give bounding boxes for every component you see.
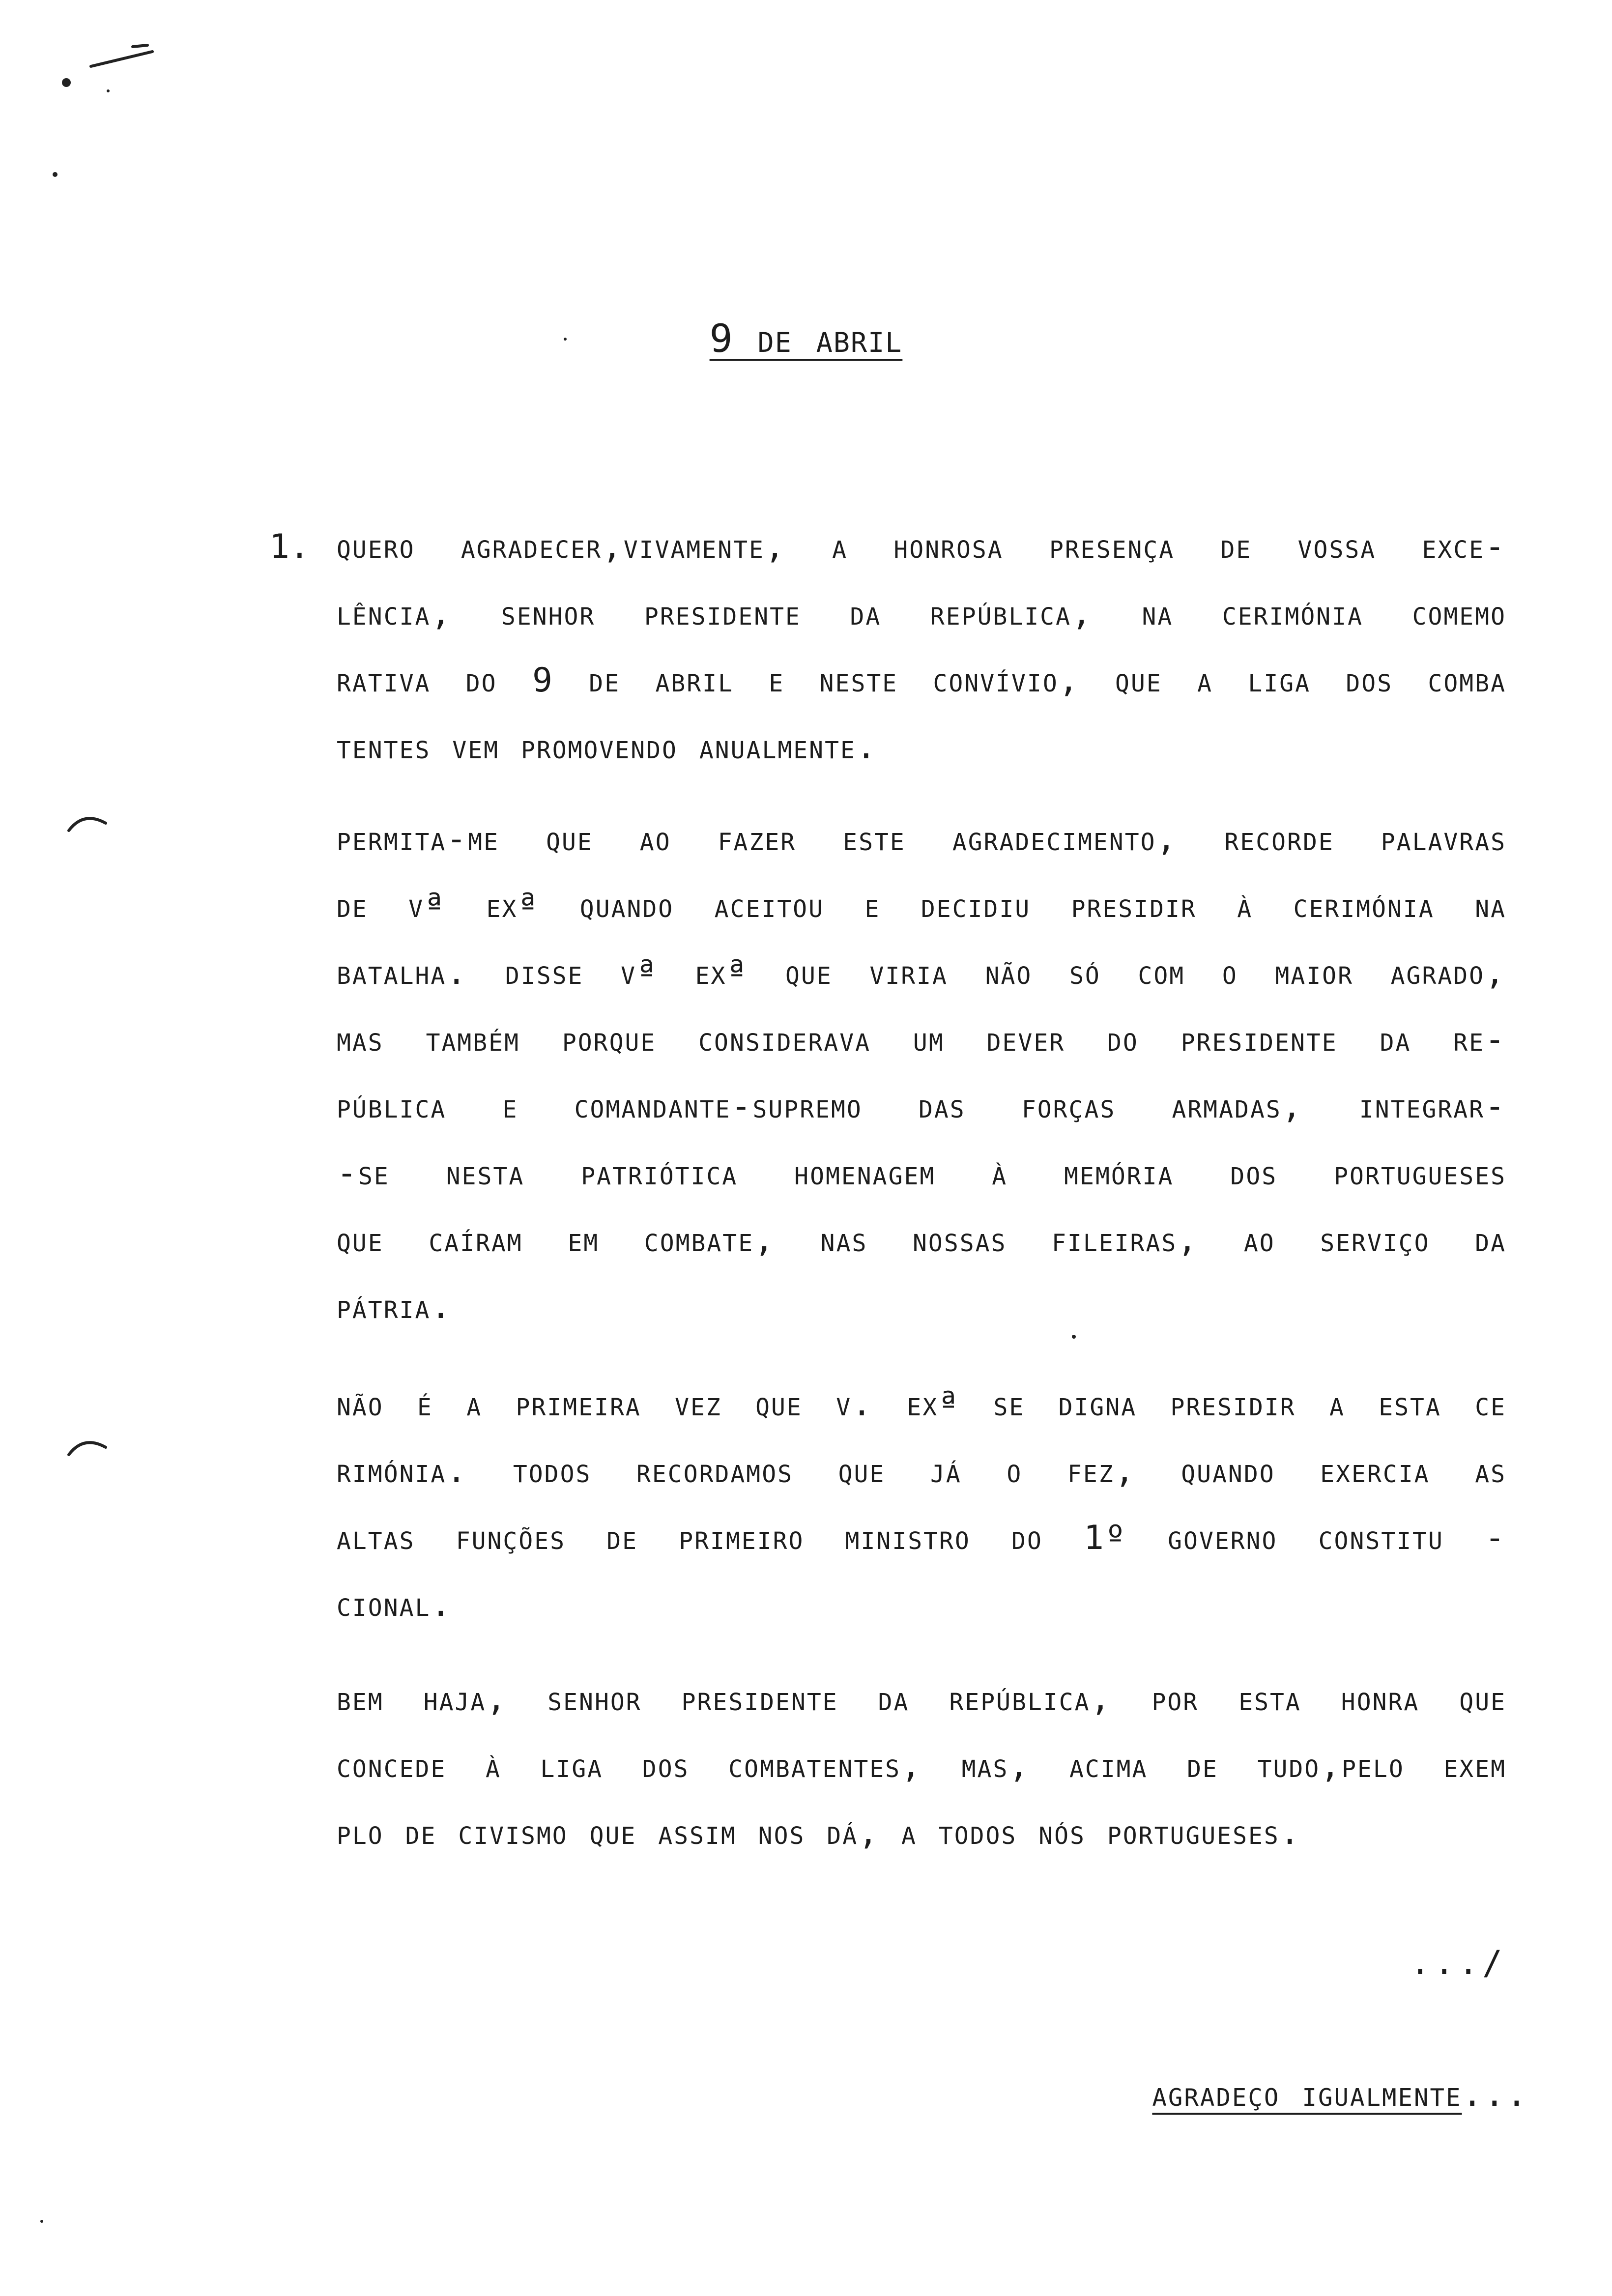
paragraph-line: batalha. disse vª exª que viria não só com o maior agrado, [337,953,1506,992]
paragraph-line: plo de civismo que assim nos dá, a todos nós portugueses. [337,1813,1301,1852]
paragraph-line: mas também porque considerava um dever do presidente da re- [337,1020,1506,1059]
next-page-cue [1152,2074,1528,2114]
paragraph-line: rativa do 9 de abril e neste convívio, que a liga dos comba [337,661,1506,700]
scan-mark-top-left-2 [133,45,147,47]
scan-mark-top-left [91,52,152,66]
scan-dot-6 [40,2220,43,2223]
paragraph-line: permita-me que ao fazer este agradecimento, recorde palavras [337,820,1506,859]
paragraph-line: pública e comandante-supremo das forças armadas, integrar- [337,1087,1506,1126]
paragraph-2 [337,806,1506,1341]
paragraph-line: quero agradecer,vivamente, a honrosa presença de vossa exce- [337,527,1506,566]
paragraph-line: de vª exª quando aceitou e decidiu presidir à cerimónia na [337,887,1506,925]
paragraph-line: não é a primeira vez que v. exª se digna presidir a esta ce [337,1385,1506,1424]
paragraph-line: -se nesta patriótica homenagem à memória dos portugueses [337,1154,1506,1193]
paragraph-line: tentes vem promovendo anualmente. [337,728,878,767]
paragraph-line: bem haja, senhor presidente da república, por esta honra que [337,1680,1506,1719]
paragraph-line: que caíram em combate, nas nossas fileiras, ao serviço da [337,1221,1506,1260]
punch-hole-mark-2 [69,1442,106,1455]
paragraph-line: pátria. [337,1288,453,1326]
item-number: 1. [269,527,310,566]
page-title: 9 de abril [709,317,903,361]
paragraph-4 [337,1666,1506,1866]
paragraph-line: concede à liga dos combatentes, mas, acima de tudo,pelo exem [337,1747,1506,1785]
paragraph-3 [337,1371,1506,1638]
paragraph-line: lência, senhor presidente da república, na cerimónia comemo [337,594,1506,633]
paragraph-line: altas funções de primeiro ministro do 1º governo constitu - [337,1519,1506,1557]
scan-dot-1 [62,78,71,87]
paragraph-1 [337,514,1506,781]
next-page-cue-ellipsis: ... [1462,2074,1528,2114]
scan-dot-2 [53,172,58,177]
paragraph-line: rimónia. todos recordamos que já o fez, quando exercia as [337,1452,1506,1491]
continuation-mark: .../ [1410,1944,1506,1982]
scan-dot-3 [107,89,110,92]
paragraph-line: cional. [337,1585,453,1624]
punch-hole-mark-1 [69,818,106,831]
next-page-cue-text: agradeço igualmente [1152,2074,1462,2114]
